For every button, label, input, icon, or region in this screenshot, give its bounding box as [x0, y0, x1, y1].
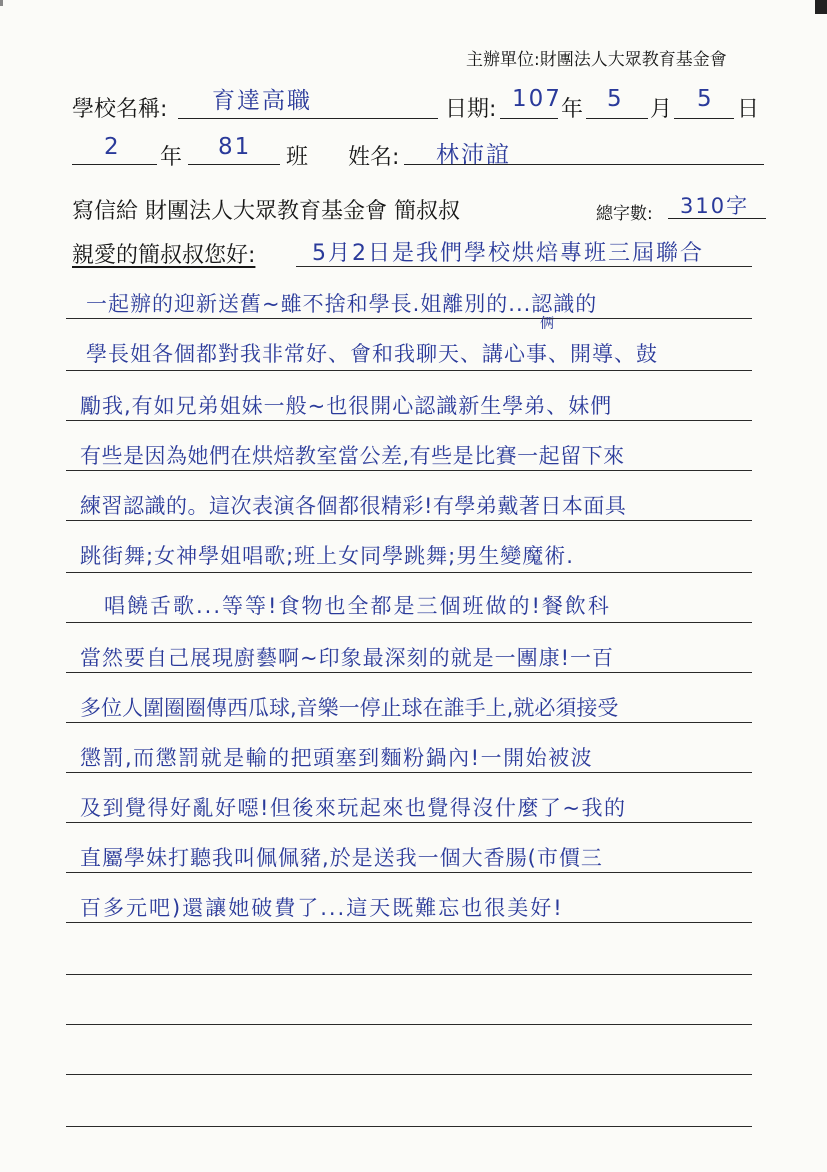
date-day-value: 5 — [697, 86, 714, 112]
grade-value: 2 — [104, 134, 121, 160]
ruled-line — [66, 1126, 752, 1127]
scan-edge-mark — [0, 0, 3, 6]
ruled-line — [66, 974, 752, 975]
ruled-line — [66, 822, 752, 823]
letter-line: 5月2日是我們學校烘焙專班三屆聯合 — [312, 241, 704, 266]
year-unit: 年 — [561, 97, 584, 122]
letter-line: 有些是因為她們在烘焙教室當公差,有些是比賽一起留下來 — [80, 444, 625, 468]
date-day-line — [674, 118, 734, 119]
word-count-label: 總字數: — [596, 204, 653, 224]
grade-unit: 年 — [160, 145, 183, 170]
letter-line: 學長姐各個都對我非常好、會和我聊天、講心事、開導、鼓 — [86, 342, 658, 366]
school-field-line — [178, 118, 438, 119]
class-field-line — [188, 164, 280, 165]
name-label: 姓名: — [348, 145, 400, 170]
class-value: 81 — [218, 134, 252, 160]
day-unit: 日 — [737, 97, 760, 122]
letter-line: 多位人圍圈圈傳西瓜球,音樂一停止球在誰手上,就必須接受 — [80, 696, 619, 720]
letter-line: 懲罰,而懲罰就是輸的把頭塞到麵粉鍋內!一開始被波 — [80, 746, 594, 770]
ruled-line — [66, 672, 752, 673]
greeting: 親愛的簡叔叔您好: — [72, 243, 256, 268]
date-year-value: 107 — [512, 86, 562, 112]
letter-line: 一起辦的迎新送舊~雖不捨和學長.姐離別的...認識的 — [86, 292, 598, 316]
letter-line: 跳街舞;女神學姐唱歌;班上女同學跳舞;男生變魔術. — [80, 544, 574, 568]
letter-line: 直屬學妹打聽我叫佩佩豬,於是送我一個大香腸(市價三 — [80, 846, 603, 870]
ruled-line — [66, 1074, 752, 1075]
ruled-line — [66, 622, 752, 623]
ruled-line — [66, 370, 752, 371]
date-year-line — [500, 118, 558, 119]
grade-field-line — [72, 164, 157, 165]
letter-line: 當然要自己展現廚藝啊~印象最深刻的就是一團康!一百 — [80, 646, 615, 670]
letter-line: 百多元吧)還讓她破費了...這天既難忘也很美好! — [80, 896, 564, 920]
ruled-line — [66, 470, 752, 471]
word-count-value: 310字 — [680, 194, 750, 218]
month-unit: 月 — [650, 97, 673, 122]
organizer-label: 主辦單位:財團法人大眾教育基金會 — [466, 50, 727, 70]
ruled-line — [66, 872, 752, 873]
class-unit: 班 — [286, 145, 309, 170]
letter-line: 唱饒舌歌...等等!食物也全都是三個班做的!餐飲科 — [104, 594, 611, 618]
recipient-line: 寫信給 財團法人大眾教育基金會 簡叔叔 — [72, 199, 460, 224]
ruled-line — [66, 520, 752, 521]
ruled-line — [66, 318, 752, 319]
letter-line: 勵我,有如兄弟姐妹一般~也很開心認識新生學弟、妹們 — [80, 394, 613, 418]
ruled-line — [66, 922, 752, 923]
ruled-line — [66, 772, 752, 773]
scan-edge-mark — [815, 0, 827, 14]
letter-line: 練習認識的。這次表演各個都很精彩!有學弟戴著日本面具 — [80, 494, 627, 518]
name-value: 林沛誼 — [436, 142, 511, 168]
school-label: 學校名稱: — [72, 97, 168, 122]
school-value: 育達高職 — [212, 88, 312, 114]
ruled-line — [66, 572, 752, 573]
insertion-mark: 俩 — [540, 316, 554, 332]
ruled-line — [66, 1024, 752, 1025]
letter-line: 及到覺得好亂好噁!但後來玩起來也覺得沒什麼了~我的 — [80, 796, 627, 820]
ruled-line — [66, 722, 752, 723]
date-month-line — [586, 118, 648, 119]
date-label: 日期: — [445, 97, 497, 122]
date-month-value: 5 — [607, 86, 624, 112]
ruled-line — [66, 420, 752, 421]
